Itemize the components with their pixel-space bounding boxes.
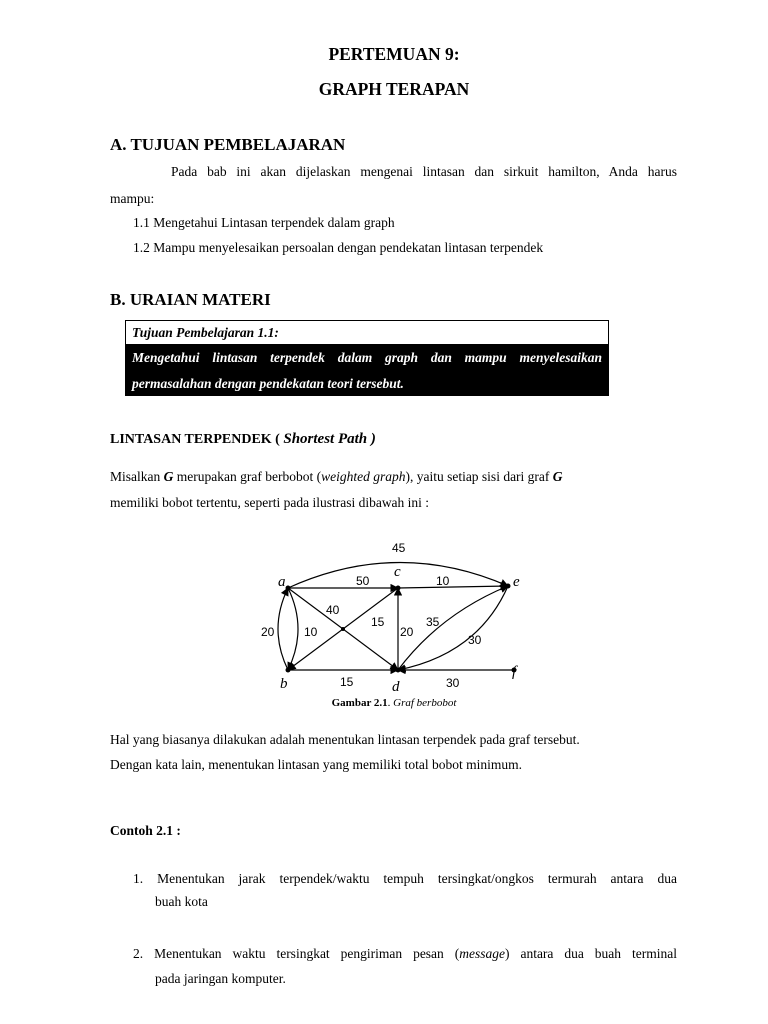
example-item2-line2: pada jaringan komputer.: [155, 971, 286, 986]
caption-sep: .: [387, 697, 394, 709]
section-a-intro-line2: mampu:: [110, 191, 155, 206]
item2-message: message: [459, 946, 505, 961]
node-label-c: c: [394, 564, 401, 580]
weight-a-d: 40: [326, 603, 340, 617]
weight-d-e: 35: [426, 615, 440, 629]
example-item1-line2: buah kota: [155, 894, 208, 909]
paragraph1-line1: [110, 470, 563, 484]
weight-a-b-inner: 10: [304, 625, 318, 639]
node-a: [286, 586, 291, 591]
example-heading: Contoh 2.1 :: [110, 823, 181, 838]
edge-b-a-outer: [278, 588, 288, 670]
weight-e-d: 30: [468, 633, 482, 647]
node-c: [396, 586, 401, 591]
node-label-a: a: [278, 574, 286, 590]
objective-item-2: 1.2 Mampu menyelesaikan persoalan dengan pendekatan lintasan terpendek: [133, 240, 544, 255]
p1-text-c: ), yaitu setiap sisi dari graf: [405, 469, 553, 484]
item2-text-b: ) antara dua buah terminal: [505, 946, 677, 961]
edge-e-d: [398, 586, 508, 670]
box-body: [126, 344, 608, 396]
weight-a-c: 50: [356, 574, 370, 588]
weight-f-d: 30: [446, 676, 460, 690]
p1-text-b: merupakan graf berbobot (: [173, 469, 322, 484]
weight-c-b: 15: [371, 615, 385, 629]
edge-d-e: [398, 586, 508, 670]
node-label-d: d: [392, 679, 400, 695]
section-b-heading: B. URAIAN MATERI: [110, 290, 271, 309]
section-a-intro-line1: Pada bab ini akan dijelaskan mengenai lintasan dan sirkuit hamilton, Anda harus: [171, 164, 677, 179]
weight-b-d: 15: [340, 675, 354, 689]
section-a-heading: A. TUJUAN PEMBELAJARAN: [110, 135, 346, 154]
paragraph2-line1: Hal yang biasanya dilakukan adalah menentukan lintasan terpendek pada graf tersebut.: [110, 732, 580, 747]
objective-item-1: 1.1 Mengetahui Lintasan terpendek dalam graph: [133, 215, 395, 230]
caption-text: Graf berbobot: [393, 697, 457, 709]
example-item1-line1: 1. Menentukan jarak terpendek/waktu tempuh tersingkat/ongkos termurah antara dua: [133, 871, 677, 886]
weight-a-b-outer: 20: [261, 625, 275, 639]
caption-label: Gambar 2.1: [331, 697, 388, 709]
page-title-line2: GRAPH TERAPAN: [318, 79, 470, 99]
weight-a-e: 45: [392, 541, 406, 555]
p1-symbol-g2: G: [552, 469, 563, 484]
edge-a-b-inner: [288, 588, 298, 670]
p1-symbol-g: G: [163, 469, 174, 484]
figure-caption: [0, 697, 768, 709]
p1-weighted-graph: weighted graph: [321, 469, 406, 484]
box-title: Tujuan Pembelajaran 1.1:: [132, 325, 279, 340]
p1-text-a: Misalkan: [110, 469, 164, 484]
box-body-line1: Mengetahui lintasan terpendek dalam graph dan mampu menyelesaikan: [132, 350, 602, 365]
box-body-line2: permasalahan dengan pendekatan teori tersebut.: [132, 376, 404, 391]
node-d: [396, 668, 401, 673]
shortest-path-heading-english: Shortest Path ): [283, 431, 376, 447]
shortest-path-heading-main: LINTASAN TERPENDEK (: [110, 432, 284, 447]
item2-text-a: 2. Menentukan waktu tersingkat pengiriman pesan (: [133, 946, 460, 961]
edge-c-e: [398, 586, 508, 588]
weight-c-d: 20: [400, 625, 414, 639]
weight-c-e: 10: [436, 574, 450, 588]
node-b: [286, 668, 291, 673]
weighted-graph-figure: [250, 530, 540, 700]
edge-crossing-point: [341, 627, 345, 631]
paragraph2-line2: Dengan kata lain, menentukan lintasan yang memiliki total bobot minimum.: [110, 757, 523, 772]
page-title-line1: PERTEMUAN 9:: [328, 44, 460, 64]
node-label-f: f: [512, 664, 517, 680]
paragraph1-line2: memiliki bobot tertentu, seperti pada ilustrasi dibawah ini :: [110, 495, 430, 510]
node-e: [506, 584, 511, 589]
example-item2-line1: [133, 946, 677, 962]
node-label-b: b: [280, 676, 288, 692]
shortest-path-heading: [110, 431, 376, 448]
node-label-e: e: [513, 574, 520, 590]
learning-objective-box: [125, 320, 609, 396]
